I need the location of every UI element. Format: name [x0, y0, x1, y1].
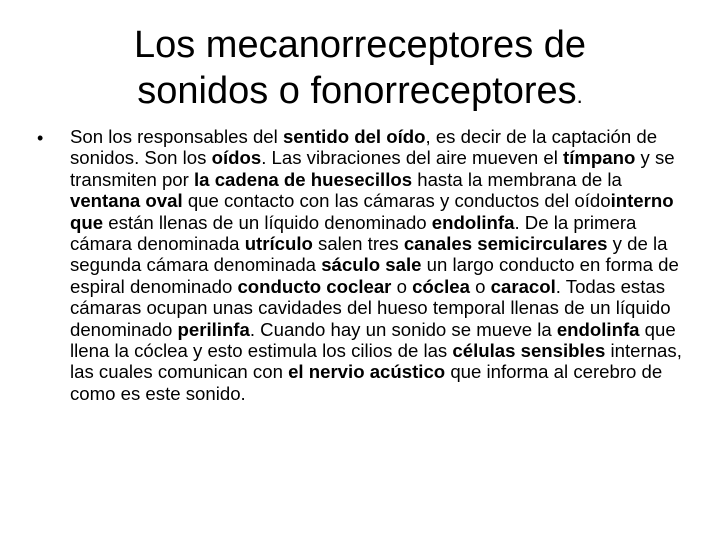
bold-term: interno que: [70, 190, 674, 233]
text-segment: y se transmiten por: [70, 147, 675, 190]
text-segment: o: [391, 275, 413, 297]
title-line-2: sonidos o fonorreceptores: [137, 70, 577, 112]
text-segment: o: [469, 275, 491, 297]
bold-term: utrículo: [244, 233, 313, 255]
bold-term: ventana oval: [70, 190, 183, 212]
text-segment: internas, las cuales comunican con: [70, 340, 682, 383]
bold-term: canales semicirculares: [403, 233, 608, 255]
text-segment: . Todas estas cámaras ocupan unas cavidades del hueso temporal llenas de un líquido denominado: [70, 275, 671, 340]
bold-term: tímpano: [563, 147, 636, 169]
bold-term: el nervio acústico: [288, 361, 446, 383]
bold-term: cóclea: [412, 275, 470, 297]
bold-term: caracol: [490, 275, 556, 297]
bold-term: células sensibles: [452, 340, 606, 362]
text-segment: que informa al cerebro de como es este sonido.: [70, 361, 663, 404]
text-segment: y de la segunda cámara denominada: [70, 233, 668, 276]
bold-term: la cadena de huesecillos: [194, 168, 413, 190]
body-paragraph: [70, 126, 682, 404]
bullet-marker: •: [37, 128, 44, 148]
bold-term: sentido del oído: [282, 126, 426, 147]
title-line-1: Los mecanorreceptores de: [133, 24, 587, 66]
text-segment: un largo conducto en forma de espiral denominado: [70, 254, 679, 297]
text-segment: hasta la membrana de la: [412, 168, 622, 190]
text-segment: que contacto con las cámaras y conductos del oído: [182, 190, 611, 212]
bold-term: sáculo sale: [321, 254, 422, 276]
text-segment: , es decir de la captación de sonidos. Son los: [70, 126, 658, 169]
bold-term: oídos: [211, 147, 262, 169]
title-period: .: [576, 83, 583, 108]
slide-title: [60, 22, 660, 119]
bold-term: perilinfa: [177, 318, 250, 340]
text-segment: Son los responsables del: [70, 126, 283, 147]
text-segment: están llenas de un líquido denominado: [103, 211, 432, 233]
text-segment: que llena la cóclea y esto estimula los cilios de las: [70, 318, 676, 362]
bold-term: conducto coclear: [237, 275, 392, 297]
bold-term: endolinfa: [556, 318, 640, 340]
text-segment: . Cuando hay un sonido se mueve la: [249, 318, 557, 340]
text-segment: . De la primera cámara denominada: [70, 211, 637, 255]
bold-term: endolinfa: [431, 211, 515, 233]
text-segment: salen tres: [312, 233, 404, 255]
text-segment: . Las vibraciones del aire mueven el: [261, 147, 563, 169]
